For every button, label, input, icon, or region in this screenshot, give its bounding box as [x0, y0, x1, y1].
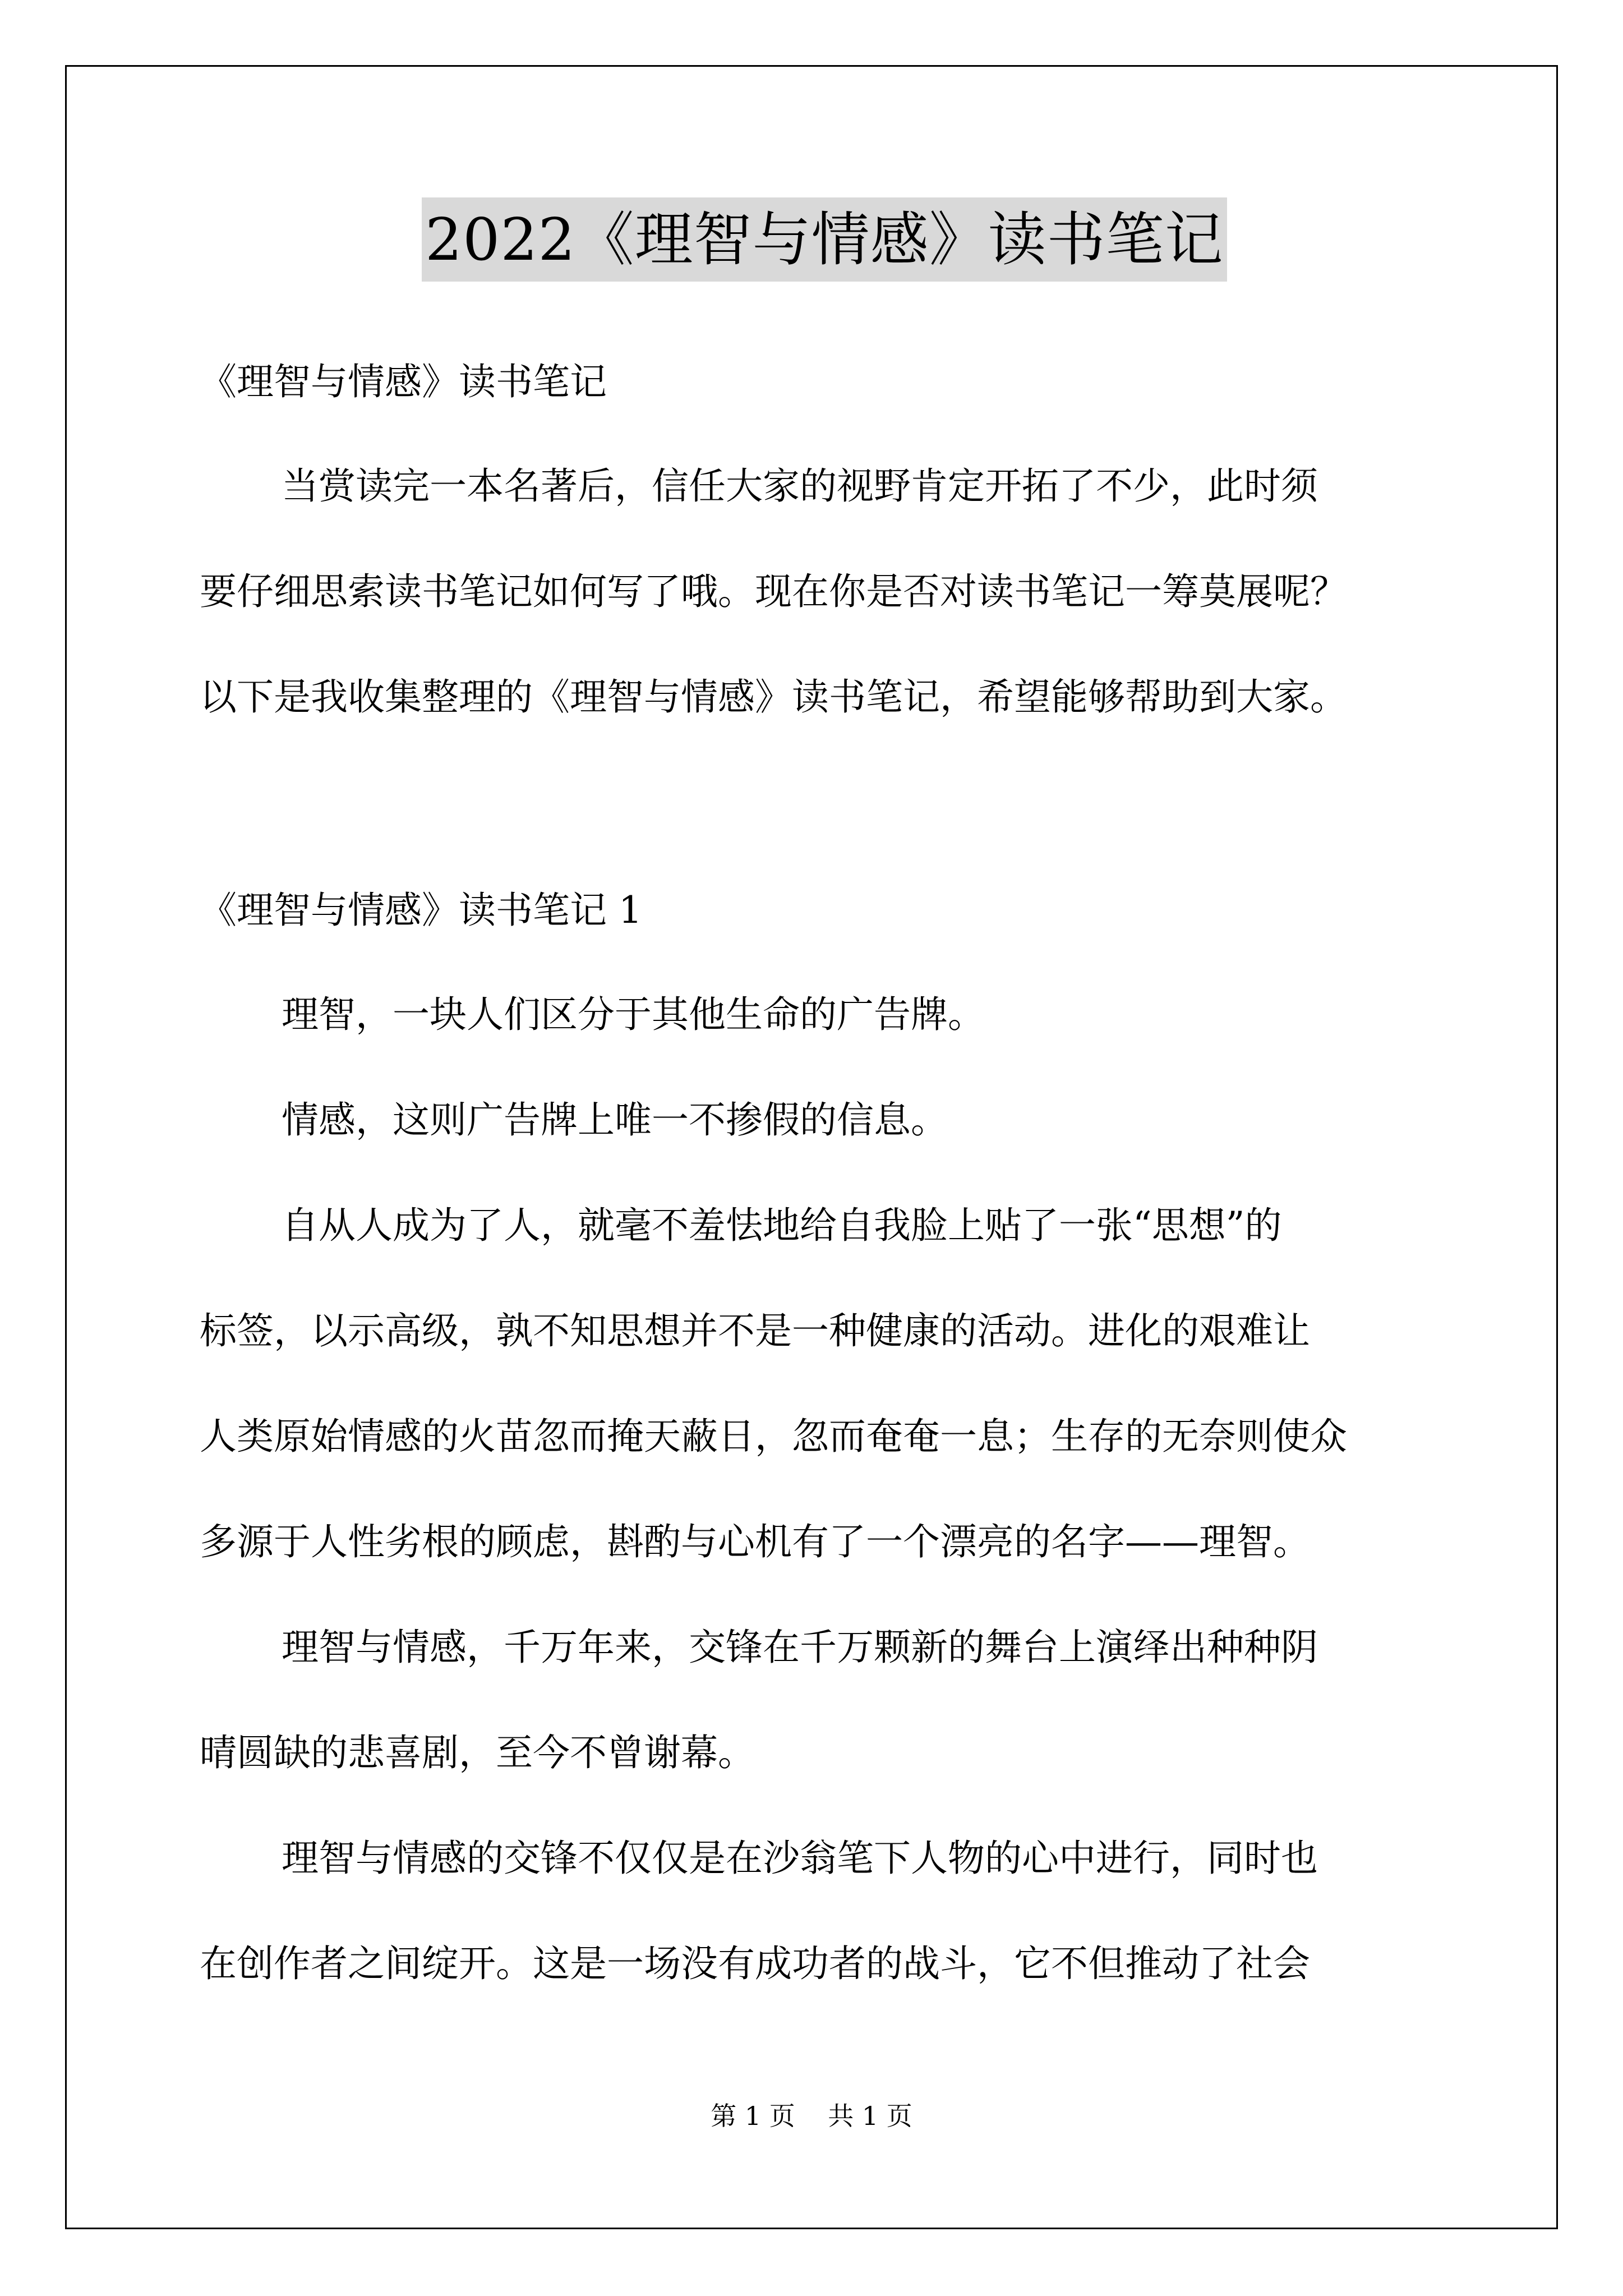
- body-line-2: 情感，这则广告牌上唯一不掺假的信息。: [282, 1098, 948, 1142]
- document-title: 2022《理智与情感》读书笔记: [422, 197, 1227, 282]
- intro-line-3: 以下是我收集整理的《理智与情感》读书笔记，希望能够帮助到大家。: [200, 675, 1347, 719]
- body-line-5: 人类原始情感的火苗忽而掩天蔽日，忽而奄奄一息；生存的无奈则使众: [200, 1415, 1347, 1458]
- section-heading: 《理智与情感》读书笔记 1: [200, 889, 642, 932]
- intro-line-2: 要仔细思索读书笔记如何写了哦。现在你是否对读书笔记一筹莫展呢？: [200, 570, 1347, 613]
- body-line-4: 标签，以示高级，孰不知思想并不是一种健康的活动。进化的艰难让: [200, 1309, 1310, 1352]
- body-line-9: 理智与情感的交锋不仅仅是在沙翁笔下人物的心中进行，同时也: [282, 1837, 1318, 1880]
- body-line-10: 在创作者之间绽开。这是一场没有成功者的战斗，它不但推动了社会: [200, 1942, 1310, 1985]
- body-line-7: 理智与情感，千万年来，交锋在千万颗新的舞台上演绎出种种阴: [282, 1626, 1318, 1669]
- page-footer: 第 1 页 共 1 页: [711, 2101, 912, 2131]
- document-subtitle: 《理智与情感》读书笔记: [200, 360, 607, 403]
- body-line-6: 多源于人性劣根的顾虑，斟酌与心机有了一个漂亮的名字——理智。: [200, 1520, 1310, 1563]
- body-line-8: 晴圆缺的悲喜剧，至今不曾谢幕。: [200, 1731, 755, 1774]
- intro-line-1: 当赏读完一本名著后，信任大家的视野肯定开拓了不少，此时须: [282, 464, 1318, 508]
- body-line-3: 自从人成为了人，就毫不羞怯地给自我脸上贴了一张“思想”的: [282, 1204, 1282, 1247]
- body-line-1: 理智，一块人们区分于其他生命的广告牌。: [282, 993, 985, 1036]
